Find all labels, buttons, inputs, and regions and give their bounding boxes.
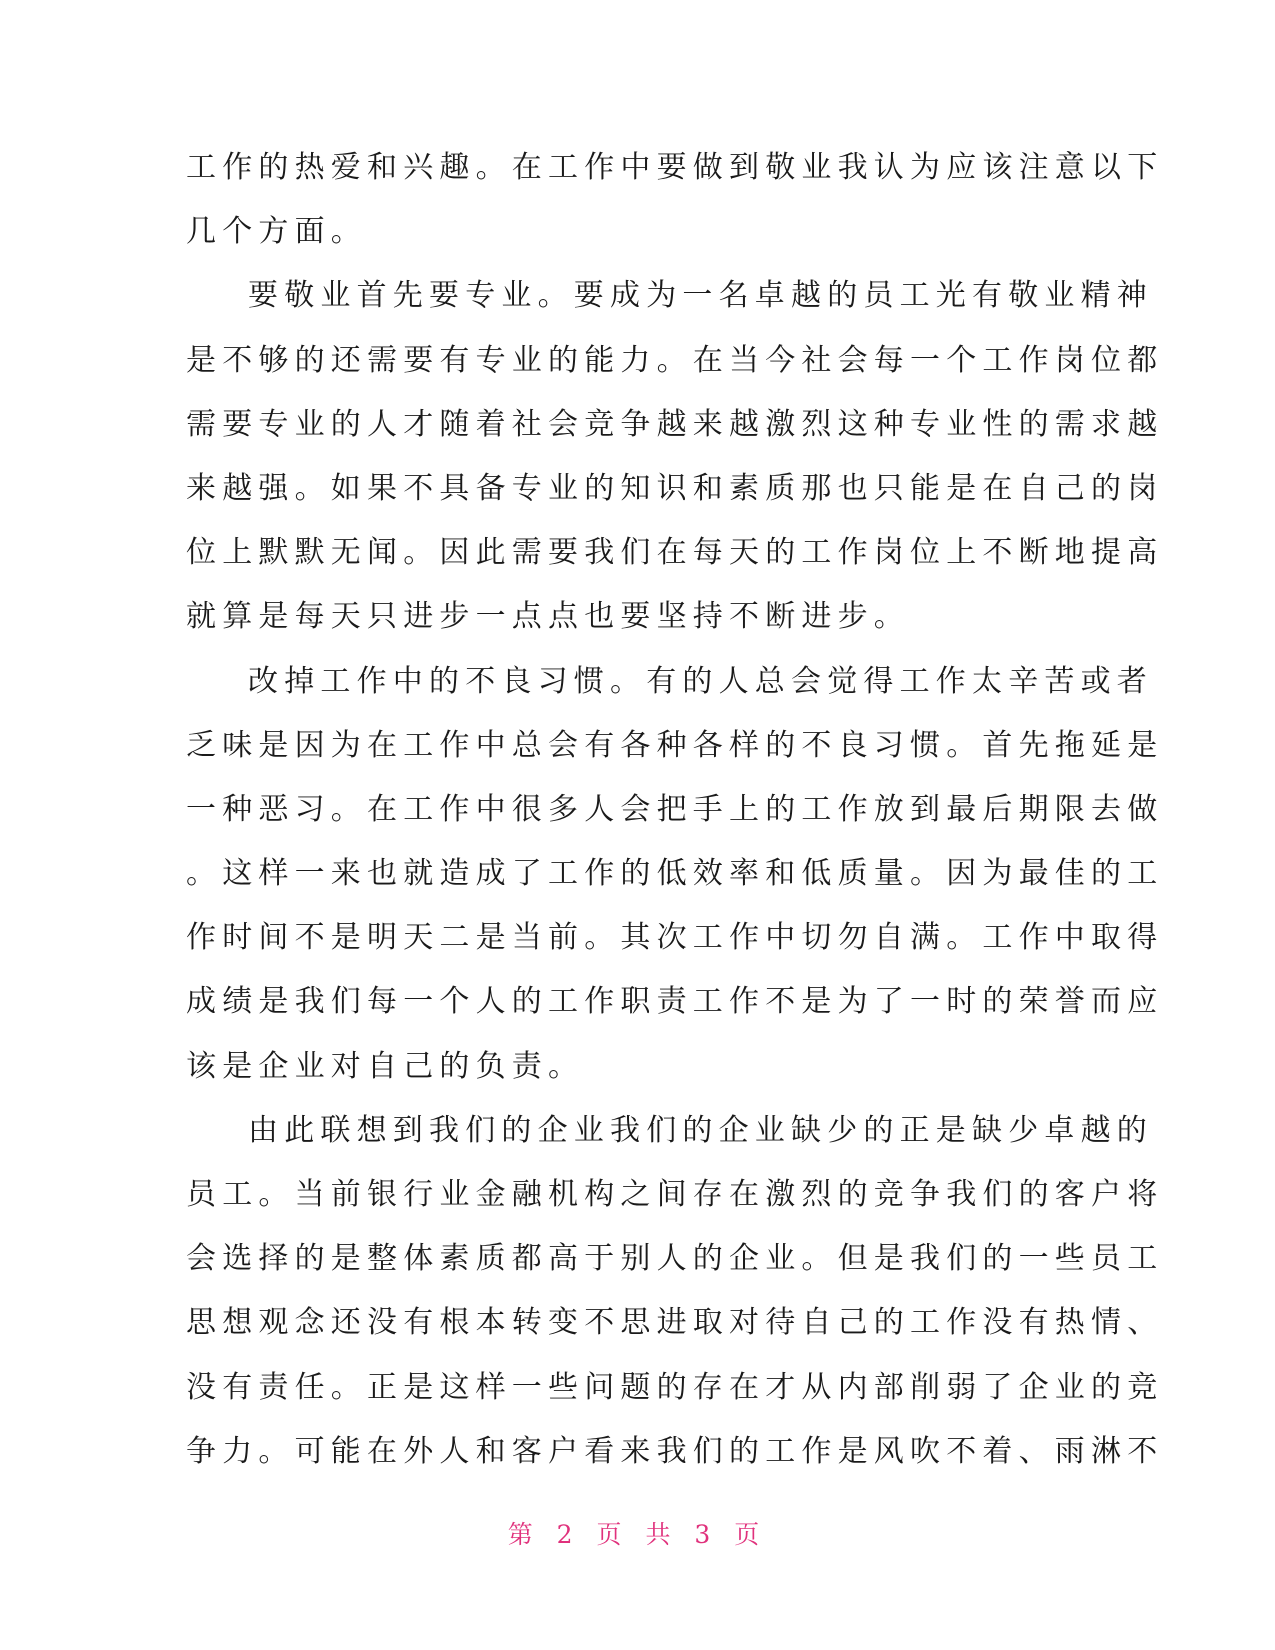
text-line: 一种恶习。在工作中很多人会把手上的工作放到最后期限去做 [186, 791, 1164, 827]
text-line: 来越强。如果不具备专业的知识和素质那也只能是在自己的岗 [186, 470, 1164, 506]
paragraph-first-line: 要敬业首先要专业。要成为一名卓越的员工光有敬业精神 [248, 278, 1153, 314]
text-line: 就算是每天只进步一点点也要坚持不断进步。 [186, 599, 910, 635]
paragraph-first-line: 改掉工作中的不良习惯。有的人总会觉得工作太辛苦或者 [248, 663, 1153, 699]
text-line: 乏味是因为在工作中总会有各种各样的不良习惯。首先拖延是 [186, 727, 1164, 763]
paragraph-first-line: 由此联想到我们的企业我们的企业缺少的正是缺少卓越的 [248, 1112, 1153, 1148]
text-line: 。这样一来也就造成了工作的低效率和低质量。因为最佳的工 [186, 856, 1164, 892]
text-line: 会选择的是整体素质都高于别人的企业。但是我们的一些员工 [186, 1241, 1164, 1277]
text-line: 员工。当前银行业金融机构之间存在激烈的竞争我们的客户将 [186, 1177, 1164, 1212]
text-line: 没有责任。正是这样一些问题的存在才从内部削弱了企业的竞 [186, 1369, 1164, 1405]
text-line: 作时间不是明天二是当前。其次工作中切勿自满。工作中取得 [186, 920, 1164, 956]
document-body [186, 136, 1164, 1484]
text-line: 位上默默无闻。因此需要我们在每天的工作岗位上不断地提高 [186, 535, 1164, 571]
text-line: 该是企业对自己的负责。 [186, 1048, 585, 1084]
text-line: 需要专业的人才随着社会竞争越来越激烈这种专业性的需求越 [186, 406, 1164, 442]
text-line: 是不够的还需要有专业的能力。在当今社会每一个工作岗位都 [186, 342, 1164, 378]
text-line: 成绩是我们每一个人的工作职责工作不是为了一时的荣誉而应 [186, 984, 1164, 1020]
text-line: 争力。可能在外人和客户看来我们的工作是风吹不着、雨淋不 [186, 1433, 1164, 1469]
page-number-footer: 第 2 页 共 3 页 [507, 1520, 768, 1549]
text-line: 思想观念还没有根本转变不思进取对待自己的工作没有热情、 [186, 1305, 1164, 1341]
text-line: 工作的热爱和兴趣。在工作中要做到敬业我认为应该注意以下 [186, 150, 1164, 185]
text-line: 几个方面。 [186, 214, 367, 250]
